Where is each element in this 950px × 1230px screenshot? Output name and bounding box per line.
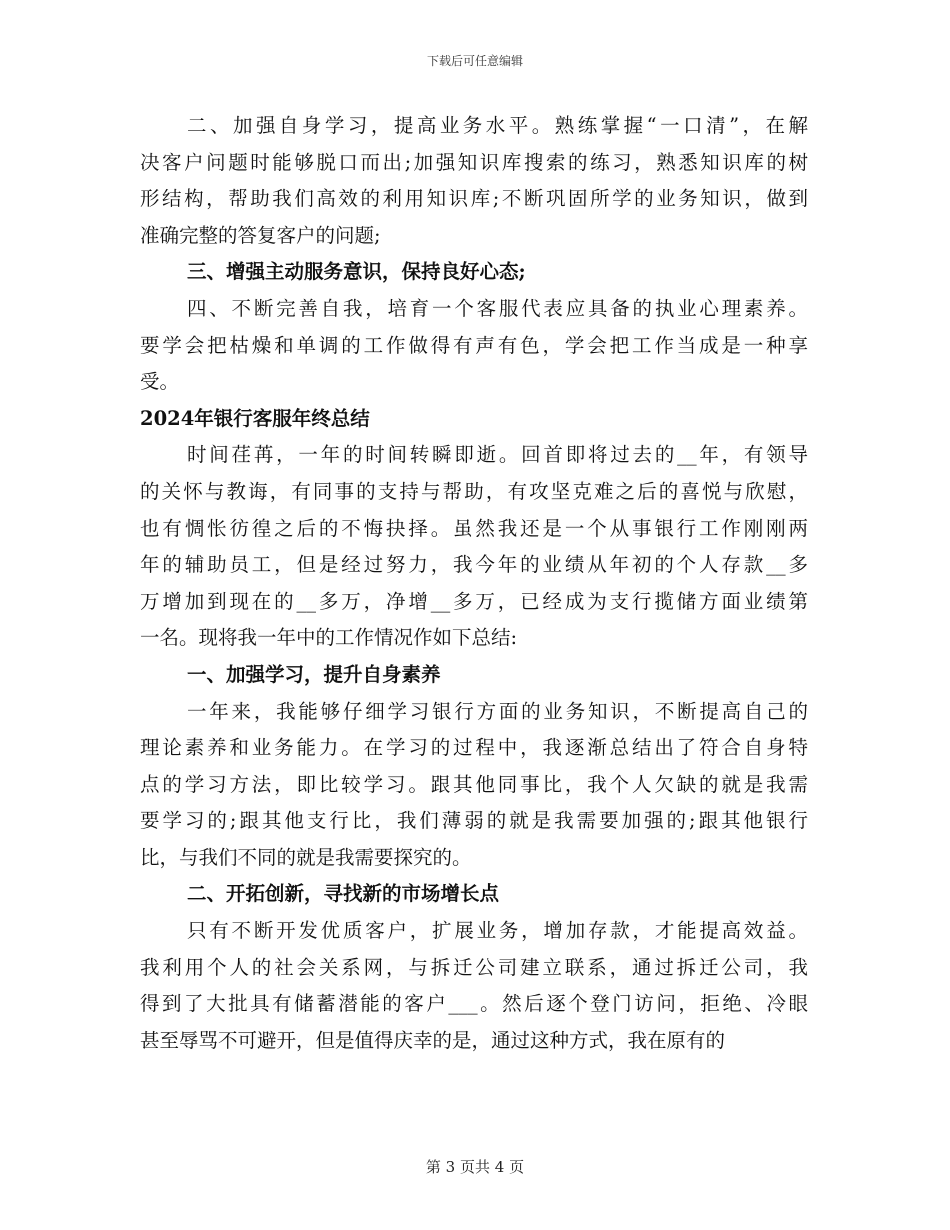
section-heading: 三、增强主动服务意识，保持良好心态; <box>187 260 526 284</box>
paragraph-line: 我利用个人的社会关系网，与拆迁公司建立联系，通过拆迁公司，我 <box>140 955 808 979</box>
paragraph-line: 决客户问题时能够脱口而出;加强知识库搜索的练习，熟悉知识库的树 <box>140 150 808 174</box>
paragraph-line: 形结构，帮助我们高效的利用知识库;不断巩固所学的业务知识，做到 <box>140 187 808 211</box>
paragraph-line: 点的学习方法，即比较学习。跟其他同事比，我个人欠缺的就是我需 <box>140 772 808 796</box>
paragraph-line: 一名。现将我一年中的工作情况作如下总结: <box>140 626 518 650</box>
document-body <box>140 108 808 1059</box>
paragraph-line: 准确完整的答复客户的问题; <box>140 223 381 247</box>
paragraph-line: 二、加强自身学习，提高业务水平。熟练掌握“一口清”，在解 <box>187 114 808 137</box>
page-footer: 第 3 页共 4 页 <box>425 1158 525 1176</box>
paragraph-line: 要学习的;跟其他支行比，我们薄弱的就是我需要加强的;跟其他银行 <box>140 809 808 833</box>
paragraph-line: 四、不断完善自我，培育一个客服代表应具备的执业心理素养。 <box>187 296 808 320</box>
paragraph-line: 也有惆怅彷徨之后的不悔抉择。虽然我还是一个从事银行工作刚刚两 <box>140 516 808 540</box>
paragraph-line: 年的辅助员工，但是经过努力，我今年的业绩从年初的个人存款__多 <box>140 553 808 577</box>
paragraph-line: 只有不断开发优质客户，扩展业务，增加存款，才能提高效益。 <box>187 919 808 943</box>
section-heading: 二、开拓创新，寻找新的市场增长点 <box>187 882 500 906</box>
paragraph-line: 一年来，我能够仔细学习银行方面的业务知识，不断提高自己的 <box>187 699 808 723</box>
paragraph-line: 时间荏苒，一年的时间转瞬即逝。回首即将过去的__年，有领导 <box>187 443 808 467</box>
paragraph-line: 受。 <box>140 370 180 394</box>
paragraph-line: 甚至辱骂不可避开，但是值得庆幸的是，通过这种方式，我在原有的 <box>140 1028 726 1052</box>
paragraph-line: 比，与我们不同的就是我需要探究的。 <box>140 845 472 869</box>
paragraph-line: 万增加到现在的__多万，净增__多万，已经成为支行揽储方面业绩第 <box>140 589 808 613</box>
paragraph-line: 要学会把枯燥和单调的工作做得有声有色，学会把工作当成是一种享 <box>140 333 808 357</box>
section-title: 2024年银行客服年终总结 <box>140 406 370 430</box>
paragraph-line: 理论素养和业务能力。在学习的过程中，我逐渐总结出了符合自身特 <box>140 736 808 760</box>
page-header: 下载后可任意编辑 <box>426 54 523 68</box>
section-heading: 一、加强学习，提升自身素养 <box>187 662 441 686</box>
paragraph-line: 的关怀与教诲，有同事的支持与帮助，有攻坚克难之后的喜悦与欣慰， <box>140 479 808 503</box>
paragraph-line: 得到了大批具有储蓄潜能的客户___。然后逐个登门访问，拒绝、冷眼 <box>140 992 808 1016</box>
